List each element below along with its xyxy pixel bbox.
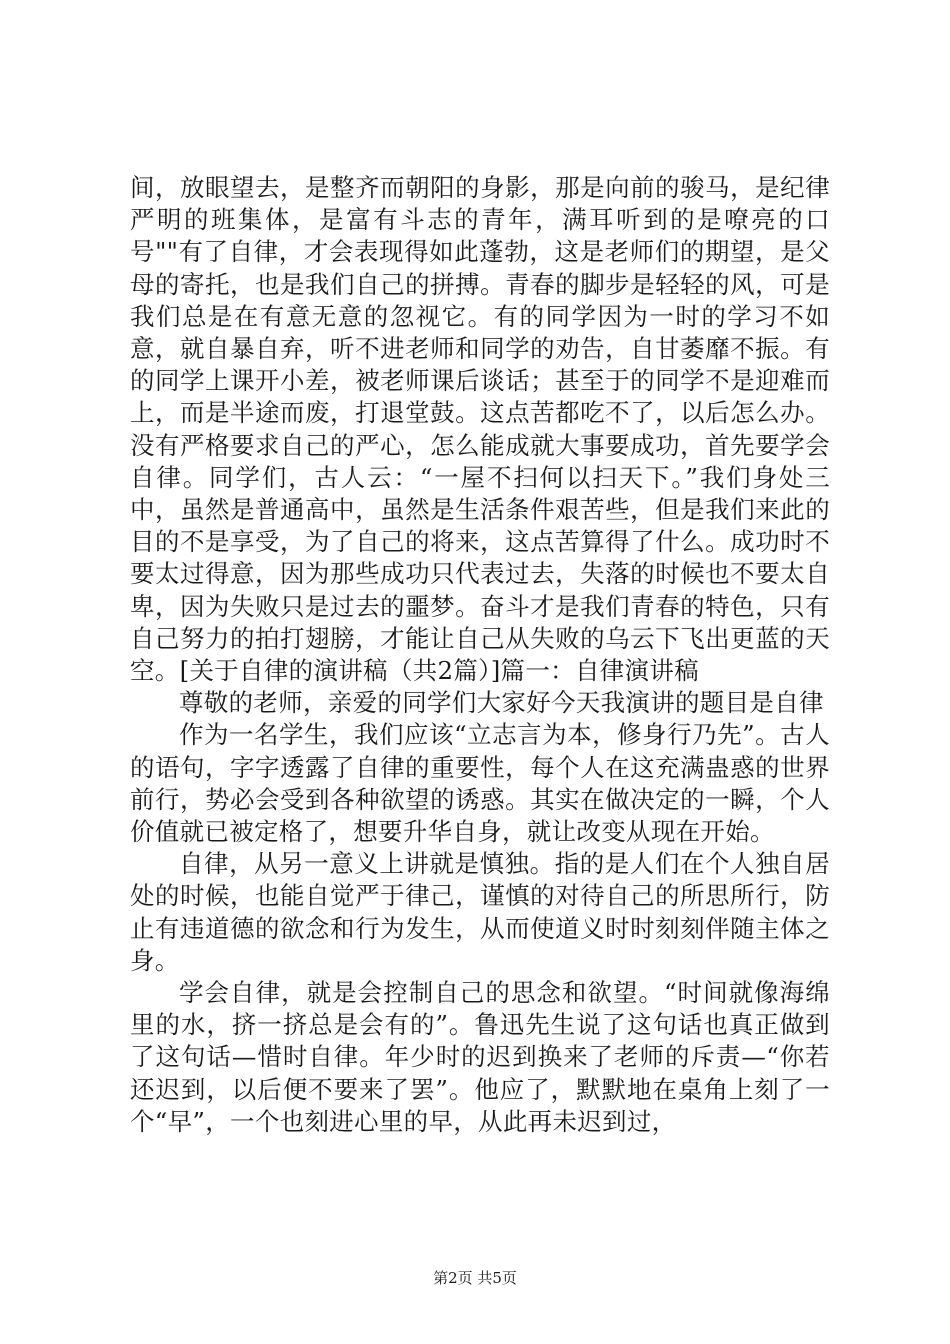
paragraph-3: 作为一名学生，我们应该“立志言为本，修身行乃先”。古人的语句，字字透露了自律的重要性，每个人在这充满蛊惑的世界前行，势必会受到各种欲望的诱惑。其实在做决定的一瞬，个人价值就已被定格了，想要升华自身，就让改变从现在开始。: [130, 720, 830, 847]
document-body: [130, 172, 830, 1138]
paragraph-1: 间，放眼望去，是整齐而朝阳的身影，那是向前的骏马，是纪律严明的班集体，是富有斗志的青年，满耳听到的是嘹亮的口号""有了自律，才会表现得如此蓬勃，这是老师们的期望，是父母的寄托，也是我们自己的拼搏。青春的脚步是轻轻的风，可是我们总是在有意无意的忽视它。有的同学因为一时的学习不如意，就自暴自弃，听不进老师和同学的劝告，自甘萎靡不振。有的同学上课开小差，被老师课后谈话；甚至于的同学不是迎难而上，而是半途而废，打退堂鼓。这点苦都吃不了，以后怎么办。没有严格要求自己的严心，怎么能成就大事要成功，首先要学会自律。同学们，古人云：“一屋不扫何以扫天下。”我们身处三中，虽然是普通高中，虽然是生活条件艰苦些，但是我们来此的目的不是享受，为了自己的将来，这点苦算得了什么。成功时不要太过得意，因为那些成功只代表过去，失落的时候也不要太自卑，因为失败只是过去的噩梦。奋斗才是我们青春的特色，只有自己努力的拍打翅膀，才能让自己从失败的乌云下飞出更蓝的天空。[关于自律的演讲稿（共2篇）]篇一：自律演讲稿: [130, 173, 830, 686]
page-number-footer: 第2页 共5页: [433, 1269, 517, 1287]
paragraph-4: 自律，从另一意义上讲就是慎独。指的是人们在个人独自居处的时候，也能自觉严于律己，谨慎的对待自己的所思所行，防止有违道德的欲念和行为发生，从而使道义时时刻刻伴随主体之身。: [130, 849, 830, 975]
paragraph-5: 学会自律，就是会控制自己的思念和欲望。“时间就像海绵里的水，挤一挤总是会有的”。鲁迅先生说了这句话也真正做到了这句话—惜时自律。年少时的迟到换来了老师的斥责—“你若还迟到，以后便不要来了罢”。他应了，默默地在桌角上刻了一个“早”，一个也刻进心里的早，从此再未迟到过，: [130, 978, 830, 1136]
paragraph-2: 尊敬的老师，亲爱的同学们大家好今天我演讲的题目是自律: [179, 688, 824, 718]
